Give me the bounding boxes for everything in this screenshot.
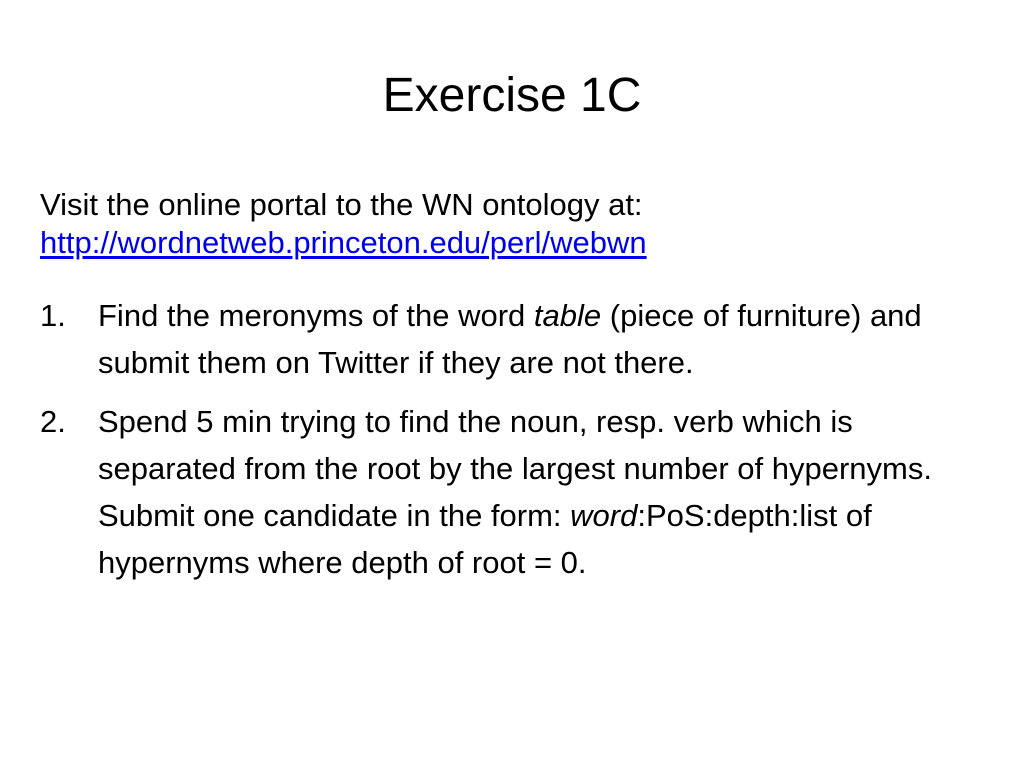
- task-emphasis: word: [570, 498, 638, 533]
- task-item-1: [40, 292, 970, 386]
- task-body: [98, 404, 932, 580]
- task-item-2: [40, 398, 970, 586]
- intro-block: [40, 186, 980, 262]
- slide-title: Exercise 1C: [382, 69, 642, 122]
- task-emphasis: table: [533, 298, 602, 333]
- task-text: Spend 5 min trying to find the noun, resp. verb which is separated from the root by the largest number of hypernyms. Submit one candidate in the form:: [98, 404, 932, 533]
- task-text: :PoS:depth:list of hypernyms where depth of root = 0.: [98, 498, 872, 580]
- task-text: Find the meronyms of the word: [98, 298, 534, 333]
- task-list: [40, 292, 970, 598]
- task-number: 1.: [40, 298, 66, 333]
- wordnet-link[interactable]: http://wordnetweb.princeton.edu/perl/webwn: [40, 225, 647, 260]
- task-text: (piece of furniture) and submit them on Twitter if they are not there.: [98, 298, 922, 380]
- task-body: [98, 298, 922, 380]
- task-number: 2.: [40, 404, 66, 439]
- intro-text: Visit the online portal to the WN ontology at:: [40, 187, 643, 222]
